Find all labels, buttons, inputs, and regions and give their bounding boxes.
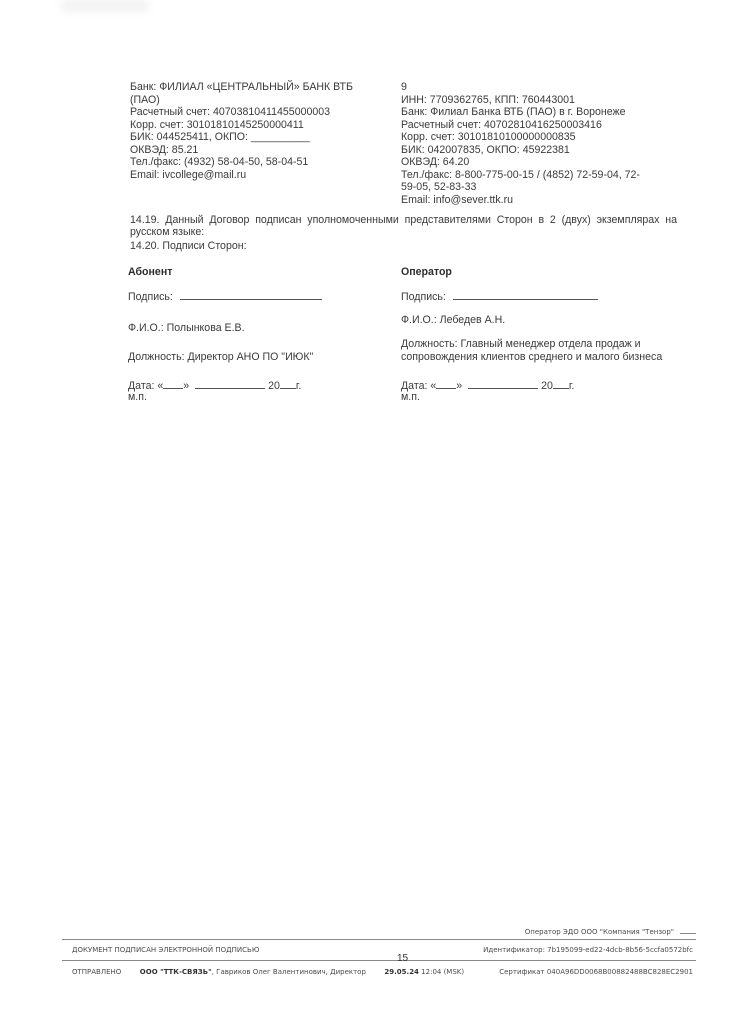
date-year-blank xyxy=(280,378,296,389)
subscriber-title: Абонент xyxy=(128,266,173,278)
requisite-line: 9 xyxy=(401,81,407,93)
signature-identifier: Идентификатор: 7b195099-ed22-4dcb-8b56-5ccfa0572bfc xyxy=(483,946,693,954)
requisite-line: Расчетный счет: 40702810416250003416 xyxy=(401,118,602,131)
signed-notice: ДОКУМЕНТ ПОДПИСАН ЭЛЕКТРОННОЙ ПОДПИСЬЮ xyxy=(72,946,260,954)
date-year-blank xyxy=(553,378,569,389)
date-day-blank xyxy=(163,378,183,389)
operator-requisites xyxy=(401,81,681,206)
clause-14-20: 14.20. Подписи Сторон: xyxy=(130,240,247,252)
date-day-blank xyxy=(436,378,456,389)
edo-operator: Оператор ЭДО ООО "Компания "Тензор" xyxy=(524,928,674,936)
date-year: 20 xyxy=(541,380,553,392)
requisite-line: 59-05, 52-83-33 xyxy=(401,181,477,193)
sent-time: 12:04 (MSK) xyxy=(421,968,465,976)
subscriber-date xyxy=(128,378,301,393)
subscriber-signature xyxy=(128,289,322,304)
requisite-line: Корр. счет: 30101810100000000835 xyxy=(401,131,576,143)
operator-date xyxy=(401,378,574,393)
signature-label: Подпись: xyxy=(401,291,446,303)
date-suffix: г. xyxy=(568,380,575,392)
certificate: Сертификат 040A96DD0068B00882488BC828EC2901 xyxy=(499,968,693,976)
date-prefix: Дата: « xyxy=(401,380,437,392)
requisite-line: ИНН: 7709362765, КПП: 760443001 xyxy=(401,93,575,106)
subscriber-stamp: м.п. xyxy=(128,391,147,403)
page-number: 15 xyxy=(397,953,409,964)
sender-person: , Гавриков Олег Валентинович, Директор xyxy=(211,968,366,976)
subscriber-position: Должность: Директор АНО ПО "ИЮК" xyxy=(128,351,314,363)
subscriber-fio: Ф.И.О.: Полынкова Е.В. xyxy=(128,322,245,334)
requisite-line: Тел./факс: (4932) 58-04-50, 58-04-51 xyxy=(130,156,309,168)
footer-rule-short xyxy=(680,933,696,934)
requisite-line: Email: ivcollege@mail.ru xyxy=(130,168,247,181)
requisite-line: Тел./факс: 8-800-775-00-15 / (4852) 72-59-04, 72- xyxy=(401,168,640,181)
operator-position: Должность: Главный менеджер отдела продаж и сопровождения клиентов среднего и малого бизнеса xyxy=(401,338,663,363)
sender-org: ООО "ТТК-СВЯЗЬ" xyxy=(139,968,212,976)
requisite-line: Расчетный счет: 40703810411455000003 xyxy=(130,106,331,118)
date-mid: » xyxy=(183,380,190,392)
requisite-line: (ПАО) xyxy=(130,93,160,106)
requisite-line: ОКВЭД: 64.20 xyxy=(401,156,470,168)
signature-blank xyxy=(180,289,322,300)
operator-signature xyxy=(401,289,598,304)
sent-date: 29.05.24 xyxy=(384,968,419,976)
requisite-line: Email: info@sever.ttk.ru xyxy=(401,193,514,206)
footer-rule-top xyxy=(62,939,696,940)
date-month-blank xyxy=(468,378,538,389)
signature-blank xyxy=(453,289,598,300)
requisite-line: БИК: 044525411, ОКПО: __________ xyxy=(130,131,310,143)
requisite-line: Банк: ФИЛИАЛ «ЦЕНТРАЛЬНЫЙ» БАНК ВТБ xyxy=(130,81,353,93)
date-month-blank xyxy=(195,378,265,389)
requisite-line: ОКВЭД: 85.21 xyxy=(130,143,199,156)
scan-smudge xyxy=(60,0,150,12)
date-prefix: Дата: « xyxy=(128,380,164,392)
operator-fio: Ф.И.О.: Лебедев А.Н. xyxy=(401,314,506,326)
requisite-line: Банк: Филиал Банка ВТБ (ПАО) в г. Воронеже xyxy=(401,106,626,118)
requisite-line: Корр. счет: 30101810145250000411 xyxy=(130,118,304,131)
sent-label: ОТПРАВЛЕНО xyxy=(72,968,122,976)
operator-title: Оператор xyxy=(401,266,452,278)
subscriber-requisites xyxy=(130,81,385,181)
date-year: 20 xyxy=(268,380,280,392)
footer-rule-bottom xyxy=(62,960,696,961)
date-suffix: г. xyxy=(295,380,302,392)
operator-stamp: м.п. xyxy=(401,391,420,403)
date-mid: » xyxy=(456,380,463,392)
signature-label: Подпись: xyxy=(128,291,173,303)
requisite-line: БИК: 042007835, ОКПО: 45922381 xyxy=(401,143,570,156)
clause-14-19: 14.19. Данный Договор подписан уполномоченными представителями Сторон в 2 (двух) экземплярах на русском языке: xyxy=(130,214,677,238)
